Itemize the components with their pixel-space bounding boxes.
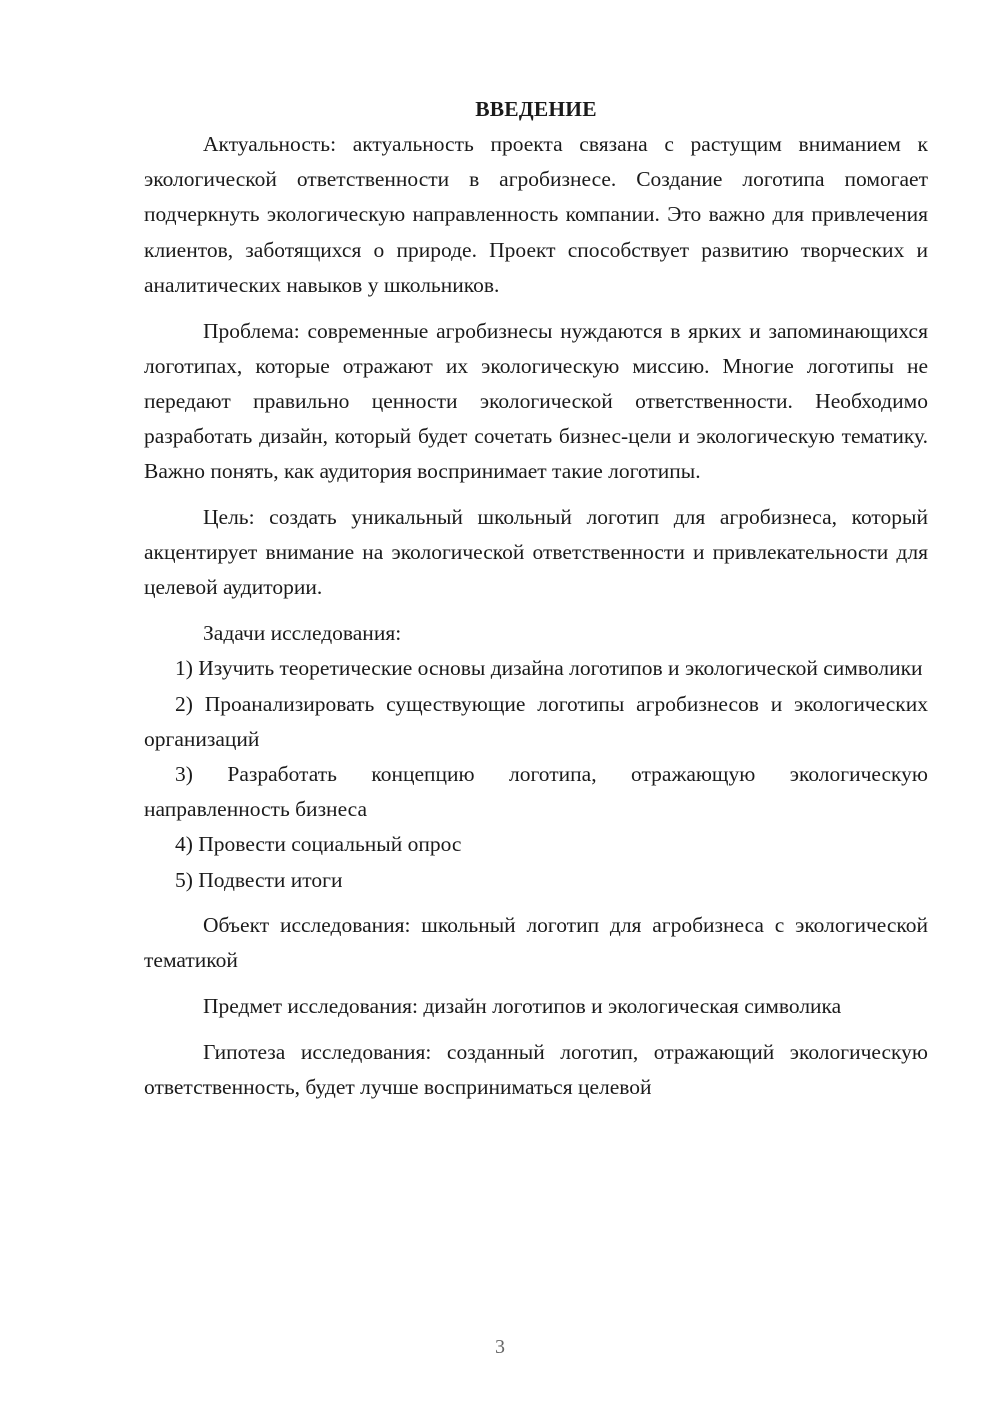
section-heading: ВВЕДЕНИЕ	[475, 97, 597, 121]
paragraph-problem: Проблема: современные агробизнесы нуждаются в ярких и запоминающихся логотипах, которые отражают их экологическую миссию. Многие логотипы не передают правильно ценности экологической ответственности. Необходимо разработать дизайн, который будет сочетать бизнес-цели и экологическую тематику. Важно понять, как аудитория воспринимает такие логотипы.	[144, 318, 928, 484]
page-number: 3	[495, 1336, 505, 1358]
paragraph-hypothesis: Гипотеза исследования: созданный логотип, отражающий экологическую ответственность, будет лучше восприниматься целевой	[144, 1039, 928, 1100]
paragraph-relevance: Актуальность: актуальность проекта связана с растущим вниманием к экологической ответственности в агробизнесе. Создание логотипа помогает подчеркнуть экологическую направленность компании. Это важно для привлечения клиентов, заботящихся о природе. Проект способствует развитию творческих и аналитических навыков у школьников.	[144, 132, 928, 297]
paragraph-object: Объект исследования: школьный логотип для агробизнеса с экологической тематикой	[144, 913, 928, 973]
task-item-3: 3) Разработать концепцию логотипа, отражающую экологическую направленность бизнеса	[144, 761, 928, 822]
page-body	[144, 92, 928, 1105]
paragraph-goal: Цель: создать уникальный школьный логотип для агробизнеса, который акцентирует внимание на экологической ответственности и привлекательности для целевой аудитории.	[144, 505, 928, 600]
task-item-4: 4) Провести социальный опрос	[175, 832, 462, 857]
task-item-5: 5) Подвести итоги	[175, 867, 343, 892]
task-item-2: 2) Проанализировать существующие логотипы агробизнесов и экологических организаций	[144, 691, 928, 751]
paragraph-subject: Предмет исследования: дизайн логотипов и экологическая символика	[203, 994, 842, 1019]
task-item-1: 1) Изучить теоретические основы дизайна логотипов и экологической символики	[175, 656, 923, 681]
tasks-title: Задачи исследования:	[203, 621, 402, 646]
